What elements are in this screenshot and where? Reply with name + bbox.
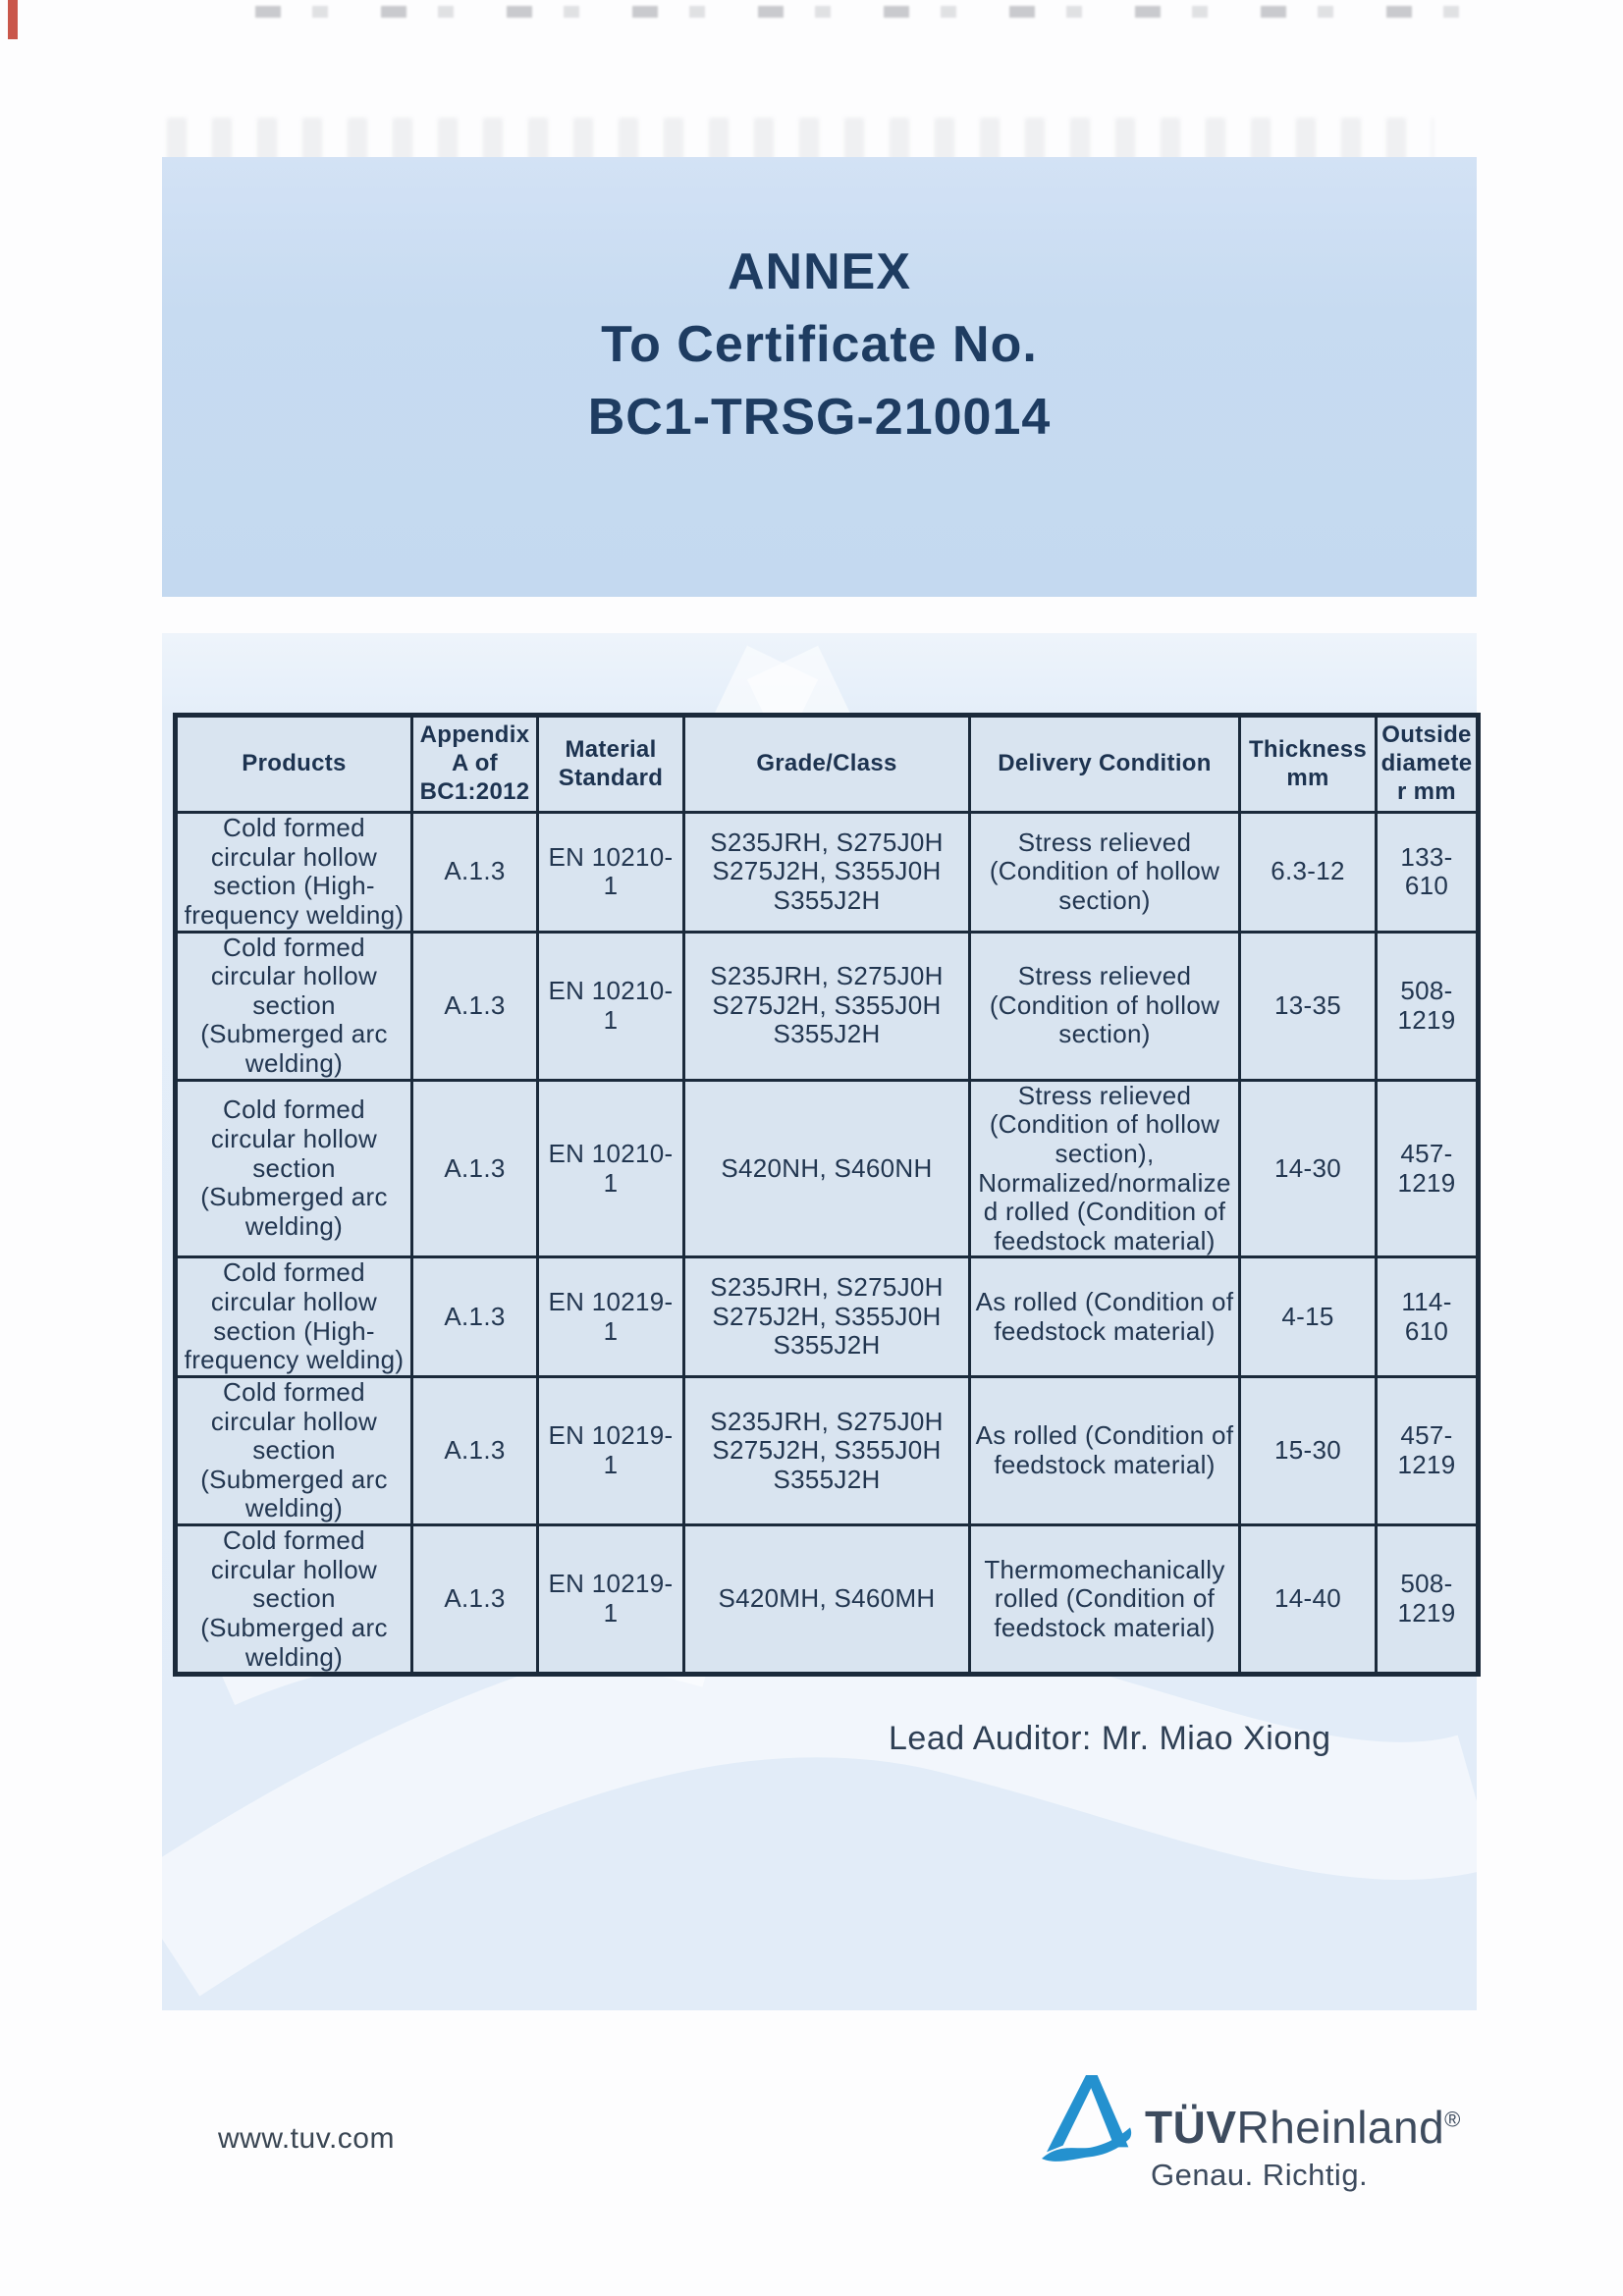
cell-diameter: 457-1219 xyxy=(1377,1376,1479,1524)
table-row xyxy=(176,932,1479,1080)
cell-standard: EN 10219-1 xyxy=(538,1257,684,1377)
registered-mark: ® xyxy=(1444,2107,1461,2132)
title-line-to-certificate: To Certificate No. xyxy=(601,316,1038,373)
cell-thickness: 4-15 xyxy=(1240,1257,1377,1377)
website-link[interactable]: www.tuv.com xyxy=(218,2122,395,2155)
brand-rheinland: Rheinland xyxy=(1236,2102,1445,2153)
cell-appendix: A.1.3 xyxy=(412,932,538,1080)
scan-noise-band xyxy=(167,118,1434,161)
title-line-certificate-number: BC1-TRSG-210014 xyxy=(587,389,1052,446)
cell-delivery: As rolled (Condition of feedstock material) xyxy=(970,1376,1240,1524)
cell-thickness: 6.3-12 xyxy=(1240,813,1377,933)
cell-thickness: 15-30 xyxy=(1240,1376,1377,1524)
cell-diameter: 114-610 xyxy=(1377,1257,1479,1377)
cell-delivery: Thermomechanically rolled (Condition of feedstock material) xyxy=(970,1525,1240,1675)
cell-delivery: Stress relieved (Condition of hollow section) xyxy=(970,813,1240,933)
column-header-grade: Grade/Class xyxy=(684,716,970,813)
table-body xyxy=(176,813,1479,1675)
cell-standard: EN 10219-1 xyxy=(538,1376,684,1524)
cell-thickness: 14-30 xyxy=(1240,1080,1377,1257)
cell-grade: S235JRH, S275J0H S275J2H, S355J0H S355J2H xyxy=(684,932,970,1080)
cell-thickness: 14-40 xyxy=(1240,1525,1377,1675)
lead-auditor-line: Lead Auditor: Mr. Miao Xiong xyxy=(889,1720,1331,1757)
cell-diameter: 457-1219 xyxy=(1377,1080,1479,1257)
scan-smudge-band xyxy=(255,6,1473,18)
cell-standard: EN 10210-1 xyxy=(538,932,684,1080)
brand-tuv: TÜV xyxy=(1145,2102,1237,2153)
brand-tagline: Genau. Richtig. xyxy=(1151,2158,1369,2192)
cell-diameter: 508-1219 xyxy=(1377,1525,1479,1675)
column-header-products: Products xyxy=(176,716,412,813)
cell-products: Cold formed circular hollow section (High-frequency welding) xyxy=(176,1257,412,1377)
certificate-title xyxy=(162,236,1477,454)
table-row xyxy=(176,813,1479,933)
cell-standard: EN 10210-1 xyxy=(538,1080,684,1257)
column-header-diameter: Outside diameter mm xyxy=(1377,716,1479,813)
title-banner xyxy=(162,157,1477,597)
cell-grade: S235JRH, S275J0H S275J2H, S355J0H S355J2H xyxy=(684,813,970,933)
cell-standard: EN 10219-1 xyxy=(538,1525,684,1675)
cell-products: Cold formed circular hollow section (Submerged arc welding) xyxy=(176,1080,412,1257)
cell-grade: S420NH, S460NH xyxy=(684,1080,970,1257)
table-row xyxy=(176,1080,1479,1257)
cell-diameter: 133-610 xyxy=(1377,813,1479,933)
table-row xyxy=(176,1257,1479,1377)
tuv-rheinland-triangle-icon xyxy=(1037,2069,1135,2169)
cell-products: Cold formed circular hollow section (Submerged arc welding) xyxy=(176,1376,412,1524)
table-row xyxy=(176,1376,1479,1524)
cell-appendix: A.1.3 xyxy=(412,1257,538,1377)
cell-products: Cold formed circular hollow section (Submerged arc welding) xyxy=(176,932,412,1080)
cell-standard: EN 10210-1 xyxy=(538,813,684,933)
cell-delivery: As rolled (Condition of feedstock material) xyxy=(970,1257,1240,1377)
title-line-annex: ANNEX xyxy=(727,243,912,300)
cell-grade: S420MH, S460MH xyxy=(684,1525,970,1675)
cell-thickness: 13-35 xyxy=(1240,932,1377,1080)
cell-appendix: A.1.3 xyxy=(412,1080,538,1257)
brand-wordmark xyxy=(1145,2101,1461,2154)
cell-delivery: Stress relieved (Condition of hollow section) xyxy=(970,932,1240,1080)
column-header-appendix: Appendix A of BC1:2012 xyxy=(412,716,538,813)
column-header-delivery: Delivery Condition xyxy=(970,716,1240,813)
cell-grade: S235JRH, S275J0H S275J2H, S355J0H S355J2H xyxy=(684,1257,970,1377)
column-header-standard: Material Standard xyxy=(538,716,684,813)
cell-appendix: A.1.3 xyxy=(412,1376,538,1524)
cell-products: Cold formed circular hollow section (High-frequency welding) xyxy=(176,813,412,933)
cell-grade: S235JRH, S275J0H S275J2H, S355J0H S355J2H xyxy=(684,1376,970,1524)
scan-edge-artifact xyxy=(8,0,18,39)
column-header-thickness: Thickness mm xyxy=(1240,716,1377,813)
cell-diameter: 508-1219 xyxy=(1377,932,1479,1080)
table-header-row xyxy=(176,716,1479,813)
annex-table xyxy=(173,713,1481,1677)
cell-delivery: Stress relieved (Condition of hollow section), Normalized/normalized rolled (Condition of feedstock material) xyxy=(970,1080,1240,1257)
table-row xyxy=(176,1525,1479,1675)
cell-products: Cold formed circular hollow section (Submerged arc welding) xyxy=(176,1525,412,1675)
cell-appendix: A.1.3 xyxy=(412,1525,538,1675)
cell-appendix: A.1.3 xyxy=(412,813,538,933)
